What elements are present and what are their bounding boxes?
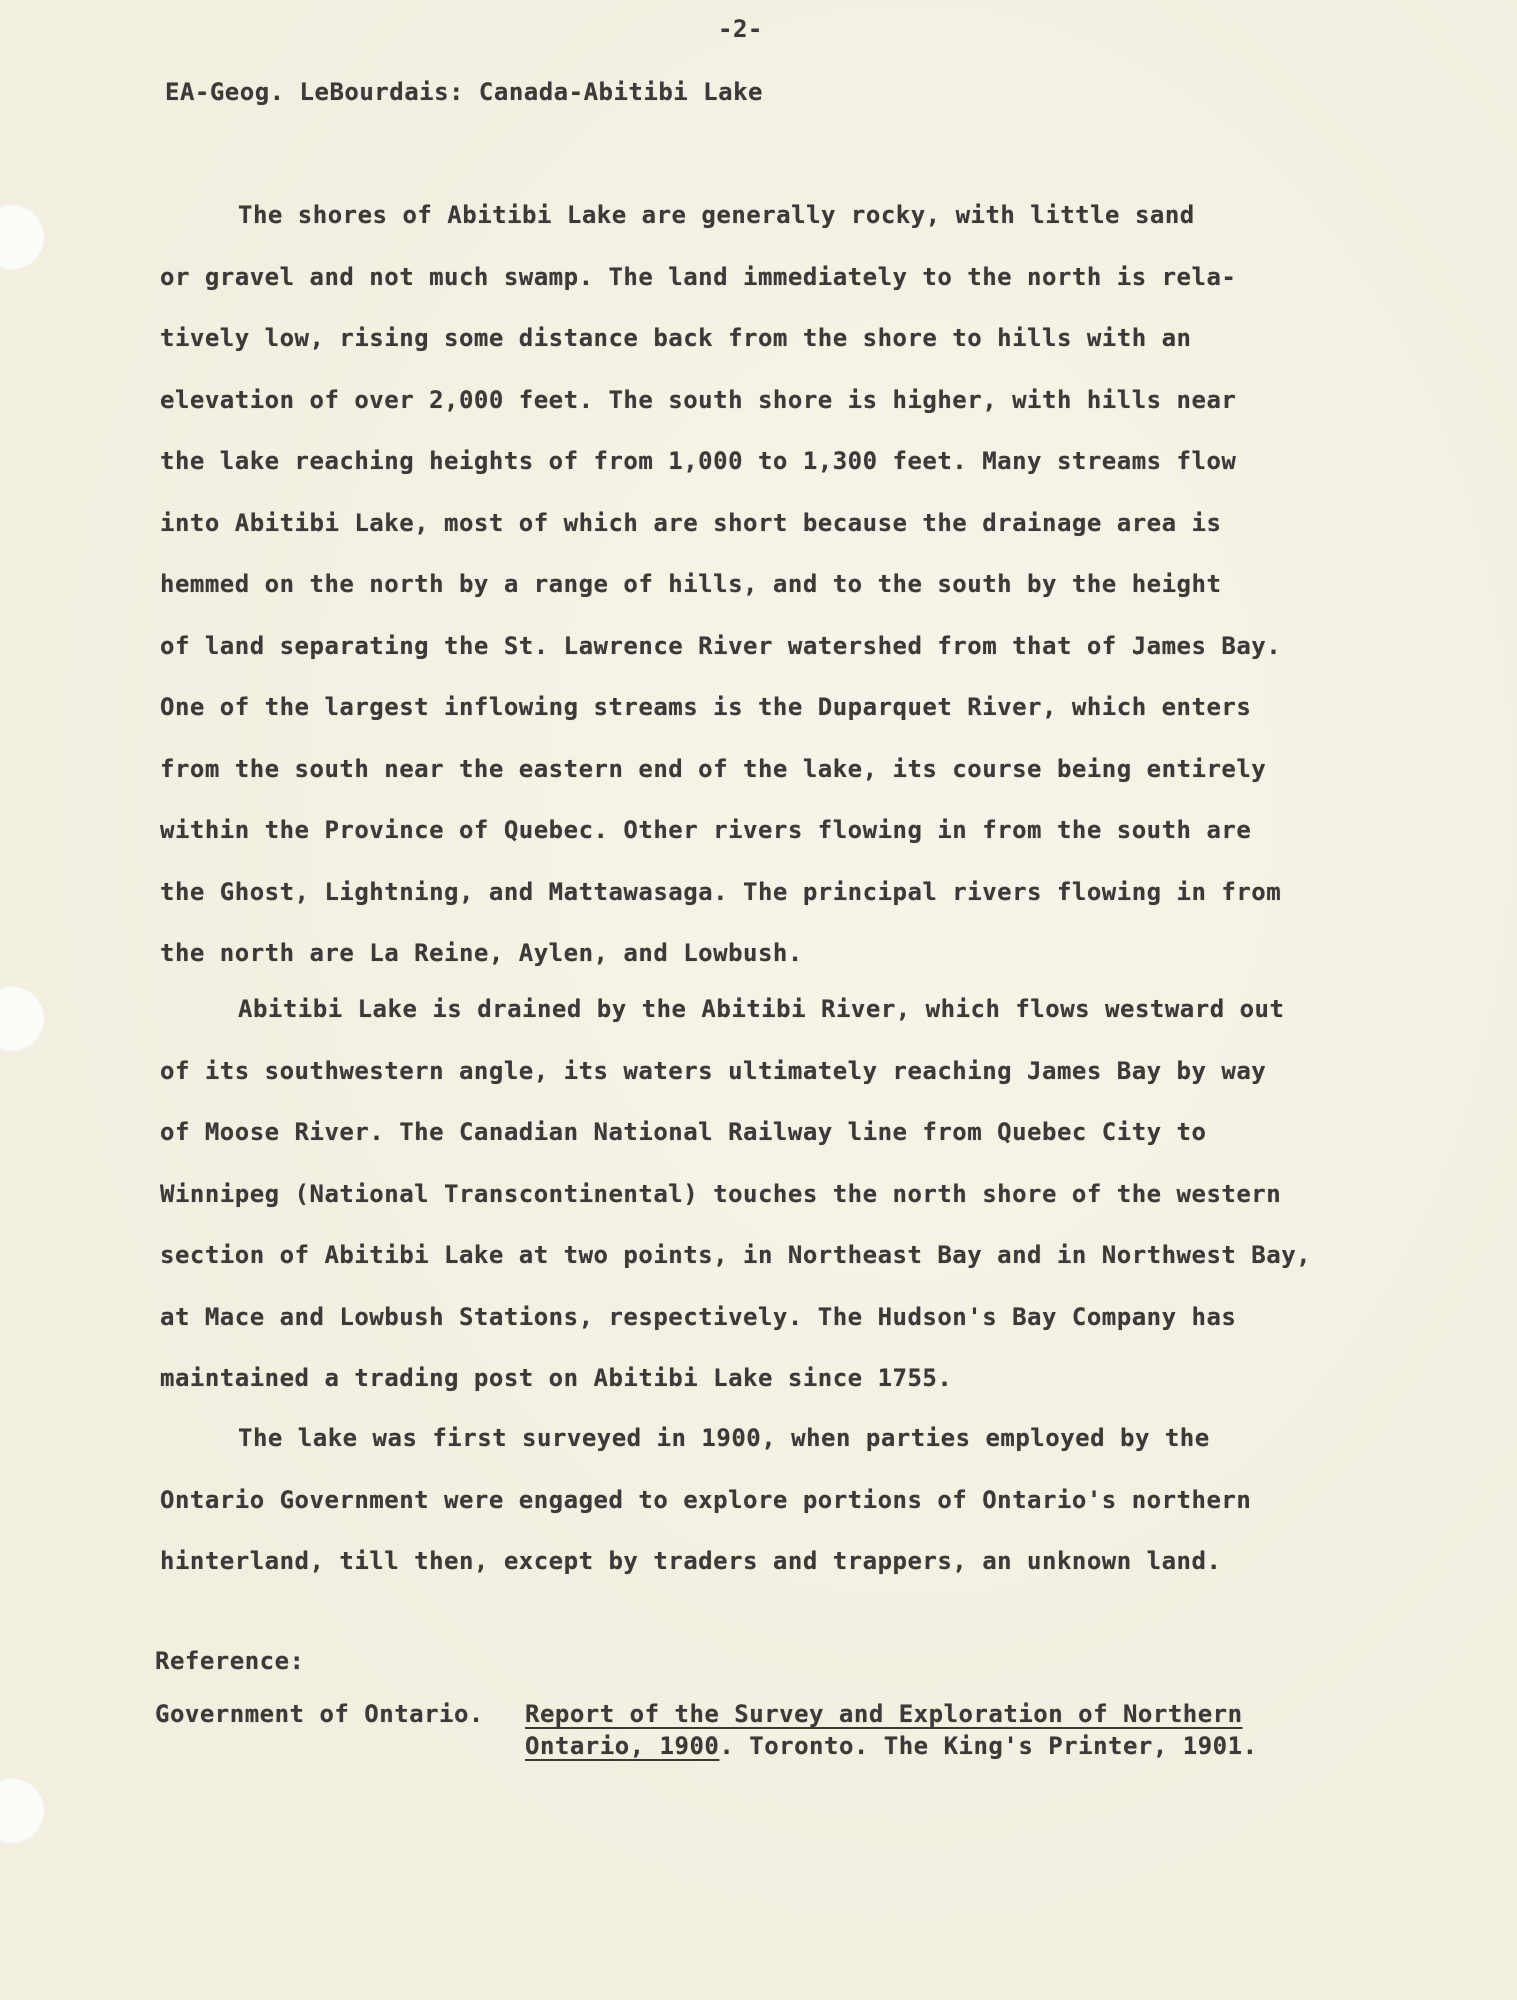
punch-hole xyxy=(0,1778,44,1844)
reference-title-line-2: Ontario, 1900 xyxy=(525,1732,720,1760)
reference-author: Government of Ontario. xyxy=(155,1700,484,1728)
text-line: maintained a trading post on Abitibi Lake since 1755. xyxy=(160,1364,953,1392)
text-line: at Mace and Lowbush Stations, respectively. The Hudson's Bay Company has xyxy=(160,1302,1237,1331)
text-line: The shores of Abitibi Lake are generally rocky, with little sand xyxy=(238,201,1195,229)
text-line: of land separating the St. Lawrence River watershed from that of James Bay. xyxy=(160,631,1282,660)
text-line: of its southwestern angle, its waters ultimately reaching James Bay by way xyxy=(160,1056,1267,1085)
text-line: The lake was first surveyed in 1900, when parties employed by the xyxy=(238,1424,1210,1452)
text-line: the lake reaching heights of from 1,000 to 1,300 feet. Many streams flow xyxy=(160,447,1237,475)
text-line: Abitibi Lake is drained by the Abitibi River, which flows westward out xyxy=(238,995,1285,1023)
text-line: One of the largest inflowing streams is the Duparquet River, which enters xyxy=(160,693,1252,721)
text-line: the Ghost, Lightning, and Mattawasaga. The principal rivers flowing in from xyxy=(160,877,1282,906)
punch-hole xyxy=(0,986,44,1052)
reference-line-2 xyxy=(525,1732,1258,1760)
reference-heading: Reference: xyxy=(155,1647,305,1675)
text-line: hinterland, till then, except by traders and trappers, an unknown land. xyxy=(160,1547,1222,1575)
text-line: within the Province of Quebec. Other rivers flowing in from the south are xyxy=(160,816,1252,844)
text-line: section of Abitibi Lake at two points, in Northeast Bay and in Northwest Bay, xyxy=(160,1241,1312,1269)
paragraph xyxy=(160,979,1311,1410)
page-number: -2- xyxy=(718,15,763,43)
paragraph xyxy=(160,1408,1251,1593)
paragraph xyxy=(160,185,1281,985)
document-header: EA-Geog. LeBourdais: Canada-Abitibi Lake xyxy=(165,78,763,106)
text-line: tively low, rising some distance back from the shore to hills with an xyxy=(160,324,1192,352)
text-line: Winnipeg (National Transcontinental) touches the north shore of the western xyxy=(160,1179,1282,1208)
text-line: Ontario Government were engaged to explore portions of Ontario's northern xyxy=(160,1485,1252,1514)
text-line: elevation of over 2,000 feet. The south shore is higher, with hills near xyxy=(160,385,1237,414)
text-line: from the south near the eastern end of the lake, its course being entirely xyxy=(160,754,1267,783)
text-line: of Moose River. The Canadian National Railway line from Quebec City to xyxy=(160,1118,1207,1146)
reference-publication: . Toronto. The King's Printer, 1901. xyxy=(719,1732,1258,1760)
text-line: or gravel and not much swamp. The land immediately to the north is rela- xyxy=(160,262,1237,291)
reference-title-line-1: Report of the Survey and Exploration of Northern xyxy=(525,1700,1243,1728)
text-line: into Abitibi Lake, most of which are short because the drainage area is xyxy=(160,508,1222,537)
text-line: hemmed on the north by a range of hills, and to the south by the height xyxy=(160,570,1222,598)
text-line: the north are La Reine, Aylen, and Lowbush. xyxy=(160,939,803,967)
punch-hole xyxy=(0,204,44,270)
